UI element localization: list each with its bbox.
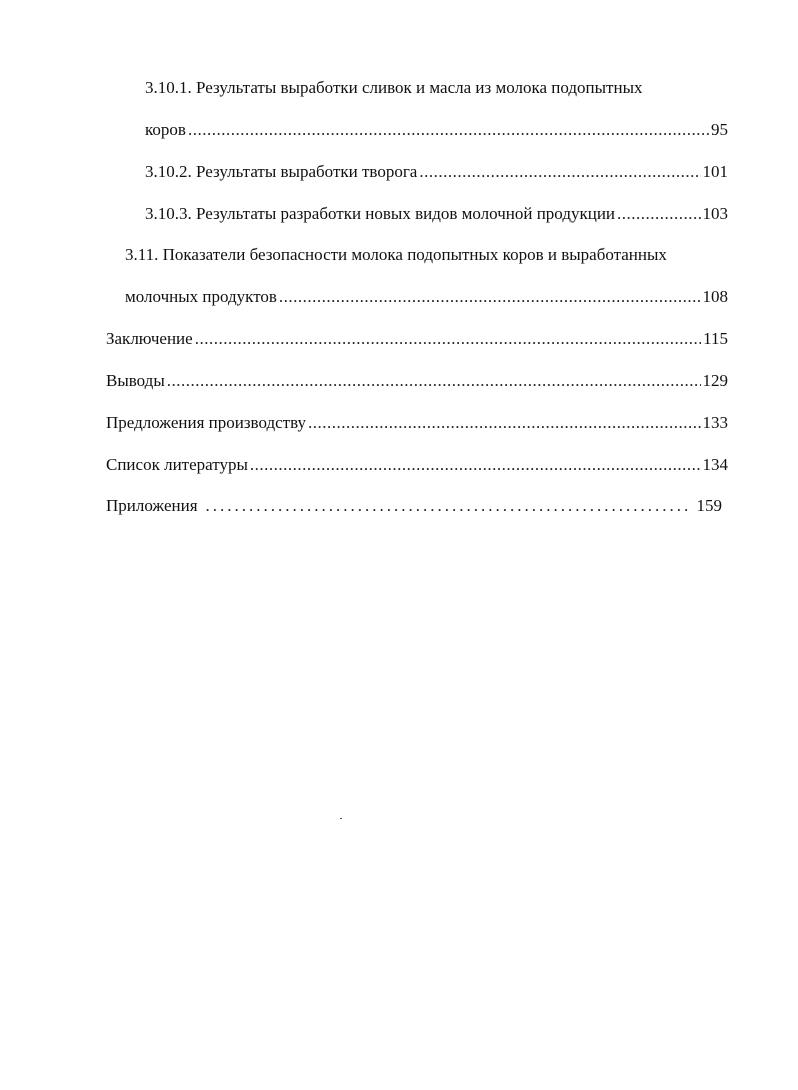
toc-entry-3-10-1 (145, 120, 728, 140)
toc-entry-3-11 (125, 287, 728, 307)
toc-entry-conclusion (106, 329, 728, 349)
toc-entry-title: коров (145, 120, 186, 139)
dot-leader (188, 120, 709, 140)
toc-entry-page: 108 (702, 287, 728, 306)
toc-entry-title: молочных продуктов (125, 287, 277, 306)
toc-entry-3-11-line1: 3.11. Показатели безопасности молока подопытных коров и выработанных (125, 245, 667, 264)
toc-entry-page: 115 (703, 329, 728, 348)
dot-leader (167, 371, 701, 391)
scan-speck (340, 818, 342, 819)
toc-entry-title: 3.10.3. Результаты разработки новых видов молочной продукции (145, 204, 616, 223)
dot-leader (617, 204, 700, 224)
dot-leader (308, 413, 700, 433)
dot-leader (250, 455, 701, 475)
toc-entry-appendices (106, 496, 722, 516)
dot-leader (279, 287, 701, 307)
toc-entry-page: 95 (711, 120, 728, 139)
dot-leader (206, 496, 691, 516)
toc-entry-page: 159 (696, 496, 722, 515)
toc-entry-page: 134 (702, 455, 728, 474)
toc-entry-page: 133 (702, 413, 728, 432)
toc-entry-references (106, 455, 728, 475)
dot-leader (195, 329, 701, 349)
toc-entry-3-10-2 (145, 162, 728, 182)
toc-entry-title: 3.10.2. Результаты выработки творога (145, 162, 418, 181)
toc-entry-title: Приложения (106, 496, 198, 515)
toc-entry-proposals (106, 413, 728, 433)
toc-entry-title: Заключение (106, 329, 193, 348)
toc-entry-page: 101 (702, 162, 728, 181)
toc-entry-page: 129 (702, 371, 728, 390)
toc-entry-title: Предложения производству (106, 413, 307, 432)
toc-entry-page: 103 (702, 204, 728, 223)
toc-entry-findings (106, 371, 728, 391)
dot-leader (419, 162, 700, 182)
toc-entry-3-10-3 (145, 204, 728, 224)
toc-entry-3-10-1-line1: 3.10.1. Результаты выработки сливок и масла из молока подопытных (145, 78, 643, 97)
toc-entry-title: Список литературы (106, 455, 248, 474)
toc-entry-title: Выводы (106, 371, 165, 390)
